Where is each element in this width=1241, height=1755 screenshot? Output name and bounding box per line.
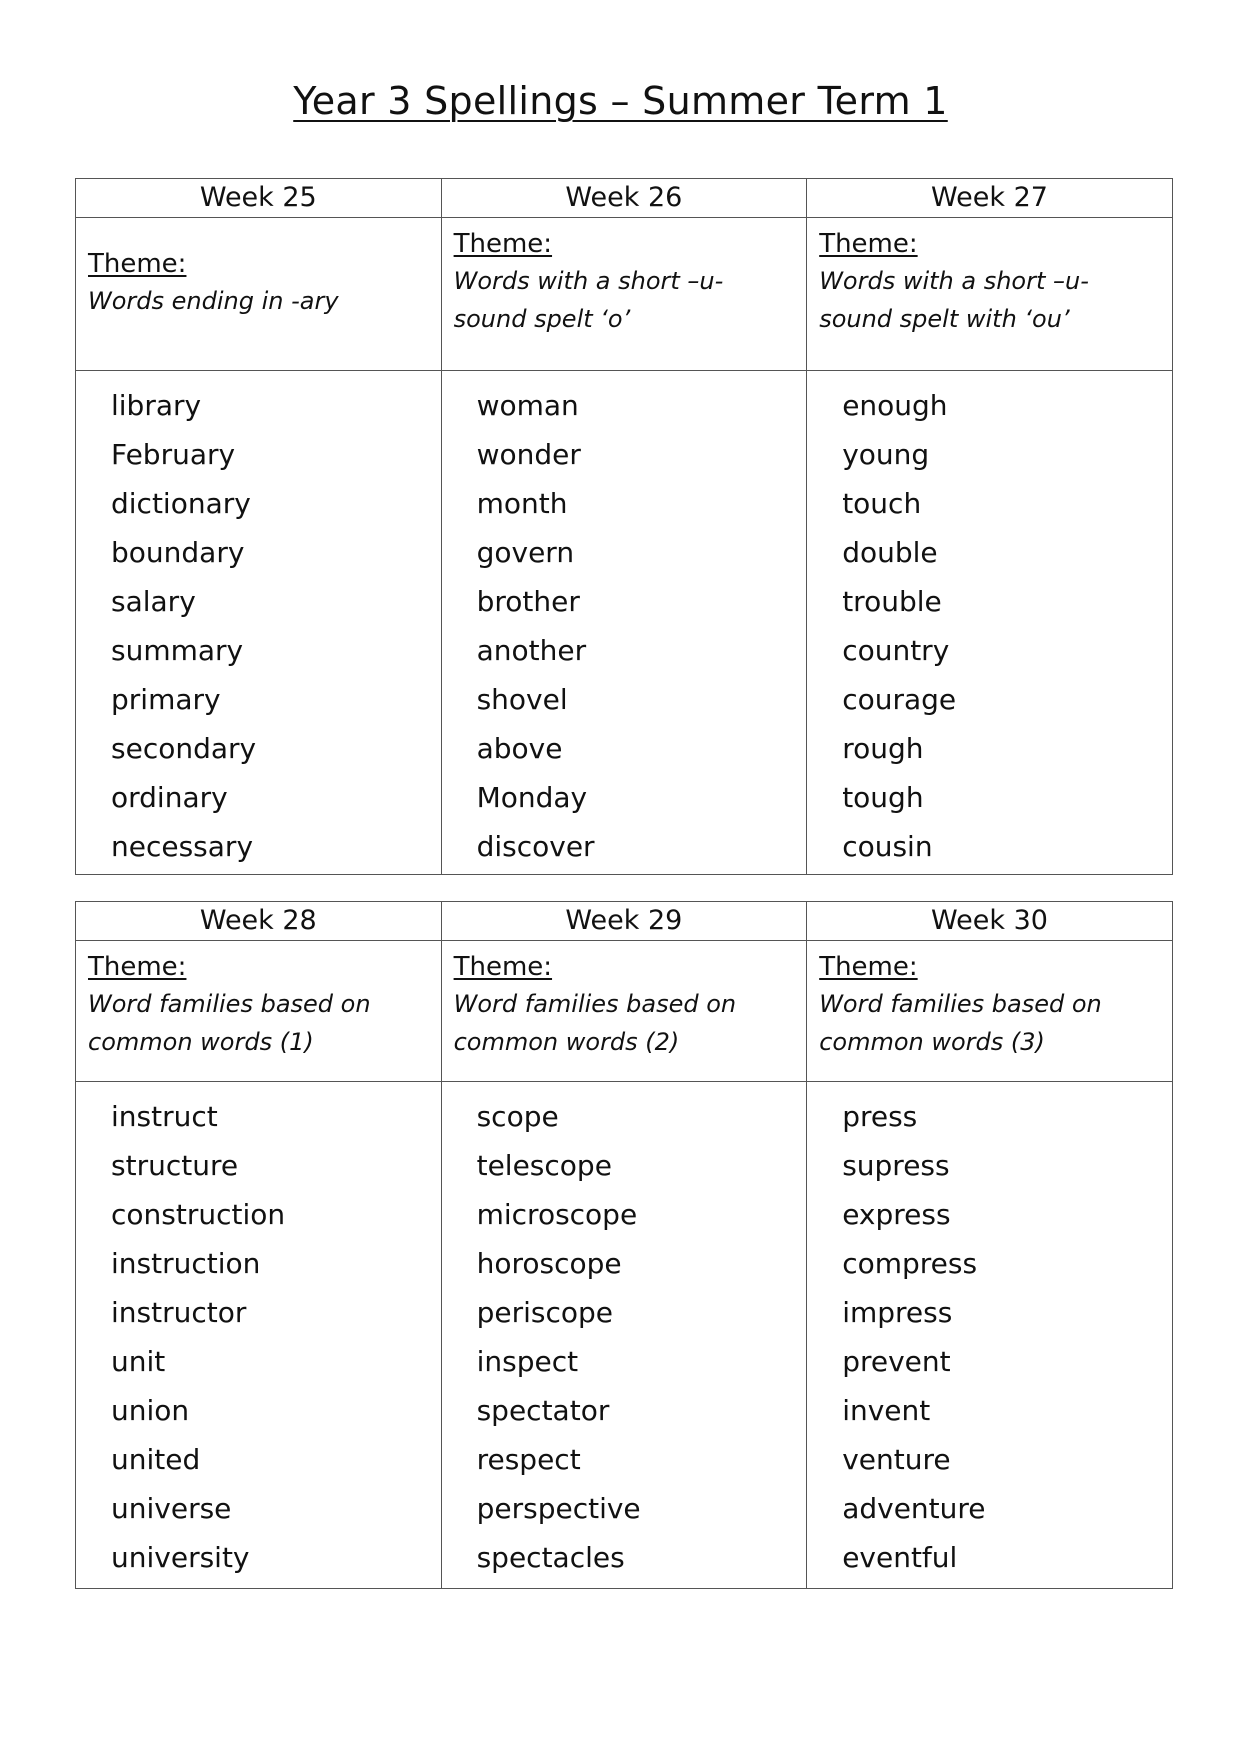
spelling-word: primary [111, 683, 221, 716]
week-heading: Week 27 [807, 179, 1173, 218]
spelling-word: tough [842, 781, 924, 814]
theme-cell [76, 218, 442, 371]
spelling-word: young [842, 438, 930, 471]
spelling-word: impress [842, 1296, 953, 1329]
theme-label: Theme: [88, 952, 187, 982]
spelling-word: courage [842, 683, 957, 716]
spelling-word: another [476, 634, 587, 667]
spelling-word: structure [111, 1149, 239, 1182]
spelling-word: govern [476, 536, 575, 569]
spelling-word: union [111, 1394, 190, 1427]
spelling-word: discover [476, 830, 595, 863]
theme-label: Theme: [819, 229, 918, 259]
spelling-word: united [111, 1443, 201, 1476]
spelling-word: construction [111, 1198, 286, 1231]
spelling-word: periscope [476, 1296, 613, 1329]
theme-text: Words ending in -ary [88, 287, 339, 315]
spelling-word: double [842, 536, 938, 569]
theme-cell [441, 218, 807, 371]
spelling-word: eventful [842, 1541, 958, 1574]
spelling-word: shovel [476, 683, 568, 716]
spelling-word: trouble [842, 585, 942, 618]
week-heading: Week 26 [441, 179, 807, 218]
spelling-word: ordinary [111, 781, 228, 814]
spelling-word: summary [111, 634, 244, 667]
word-list [807, 371, 1173, 875]
week-heading: Week 29 [441, 902, 807, 941]
theme-label: Theme: [819, 952, 918, 982]
spelling-word: adventure [842, 1492, 986, 1525]
theme-text: Word families based on common words (2) [453, 990, 737, 1056]
spelling-table-2 [75, 901, 1173, 1589]
spelling-word: brother [476, 585, 580, 618]
spelling-word: supress [842, 1149, 950, 1182]
spelling-word: perspective [476, 1492, 641, 1525]
theme-text: Word families based on common words (1) [88, 990, 371, 1056]
spelling-word: library [111, 389, 202, 422]
spelling-word: instruct [111, 1100, 218, 1133]
spelling-word: unit [111, 1345, 166, 1378]
spelling-word: country [842, 634, 950, 667]
spelling-word: dictionary [111, 487, 251, 520]
spelling-word: universe [111, 1492, 232, 1525]
week-header-row [76, 902, 1173, 941]
theme-text: Words with a short –u- sound spelt ‘o’ [453, 267, 724, 333]
spelling-word: woman [476, 389, 579, 422]
theme-cell [807, 941, 1173, 1082]
theme-row [76, 218, 1173, 371]
week-heading: Week 25 [76, 179, 442, 218]
spelling-word: wonder [476, 438, 581, 471]
spelling-word: venture [842, 1443, 951, 1476]
theme-text: Word families based on common words (3) [819, 990, 1102, 1056]
spelling-word: press [842, 1100, 918, 1133]
theme-row [76, 941, 1173, 1082]
spelling-word: scope [476, 1100, 559, 1133]
spelling-word: rough [842, 732, 924, 765]
week-heading: Week 30 [807, 902, 1173, 941]
spelling-word: Monday [476, 781, 588, 814]
word-list [807, 1082, 1173, 1589]
theme-text: Words with a short –u- sound spelt with ‘ou’ [819, 267, 1089, 333]
theme-cell [441, 941, 807, 1082]
theme-label: Theme: [88, 249, 187, 279]
theme-label: Theme: [453, 952, 553, 982]
spelling-word: enough [842, 389, 948, 422]
spelling-word: above [476, 732, 563, 765]
spelling-word: telescope [476, 1149, 612, 1182]
page-title: Year 3 Spellings – Summer Term 1 [293, 79, 948, 123]
spelling-word: boundary [111, 536, 245, 569]
spelling-word: horoscope [476, 1247, 622, 1280]
words-row [76, 1082, 1173, 1589]
spelling-word: spectacles [476, 1541, 625, 1574]
word-list [441, 371, 807, 875]
spelling-word: touch [842, 487, 922, 520]
theme-cell [76, 941, 442, 1082]
word-list [76, 1082, 442, 1589]
spelling-word: salary [111, 585, 196, 618]
spelling-word: necessary [111, 830, 254, 863]
spelling-word: secondary [111, 732, 257, 765]
word-list [441, 1082, 807, 1589]
spelling-table-1 [75, 178, 1173, 875]
spelling-word: inspect [476, 1345, 579, 1378]
spelling-word: respect [476, 1443, 581, 1476]
spelling-word: cousin [842, 830, 933, 863]
spelling-word: February [111, 438, 236, 471]
spelling-word: instructor [111, 1296, 247, 1329]
spelling-word: spectator [476, 1394, 610, 1427]
spelling-word: express [842, 1198, 951, 1231]
spelling-word: instruction [111, 1247, 261, 1280]
spelling-word: prevent [842, 1345, 951, 1378]
spelling-word: month [476, 487, 568, 520]
week-header-row [76, 179, 1173, 218]
spelling-word: university [111, 1541, 250, 1574]
theme-label: Theme: [453, 229, 553, 259]
theme-cell [807, 218, 1173, 371]
word-list [76, 371, 442, 875]
spelling-word: invent [842, 1394, 931, 1427]
week-heading: Week 28 [76, 902, 442, 941]
spelling-word: compress [842, 1247, 978, 1280]
words-row [76, 371, 1173, 875]
spelling-word: microscope [476, 1198, 638, 1231]
